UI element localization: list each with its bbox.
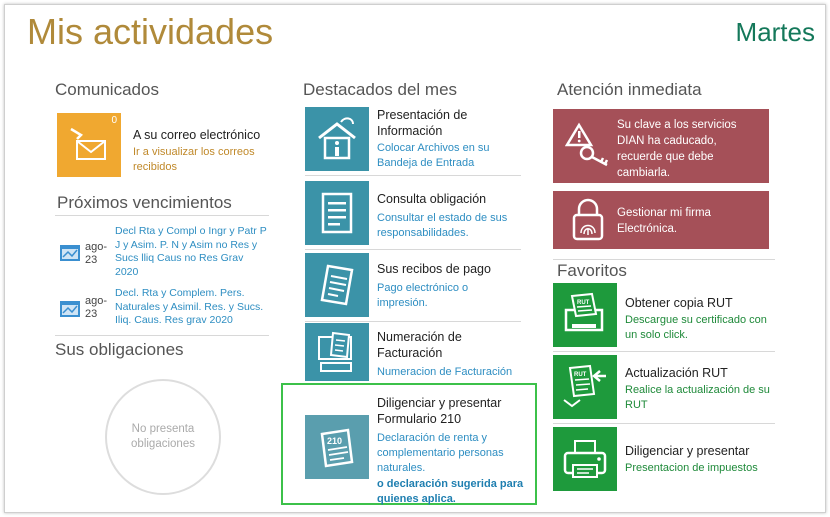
destacado-label: Sus recibos de pago	[377, 262, 491, 276]
envelope-icon	[67, 125, 111, 165]
divider	[55, 335, 269, 336]
divider	[553, 423, 775, 424]
divider	[305, 175, 521, 176]
alert-password-expired[interactable]	[553, 109, 769, 183]
tile-diligenciar[interactable]	[553, 427, 617, 491]
destacado-link[interactable]: Colocar Archivos en su Bandeja de Entrada	[377, 142, 490, 169]
empty-obligations-circle	[105, 379, 221, 495]
tile-consulta[interactable]	[305, 181, 369, 245]
favorito-link[interactable]: Descargue su certificado con un solo click.	[625, 314, 767, 341]
calendar-icon	[60, 301, 80, 317]
tile-actualizacion-rut[interactable]	[553, 355, 617, 419]
section-comunicados-title: Comunicados	[55, 80, 159, 99]
favorito-link[interactable]: Presentacion de impuestos	[625, 462, 758, 474]
form-210-icon	[314, 424, 360, 470]
page-title: Mis actividades	[27, 11, 274, 52]
favorito-label: Diligenciar y presentar	[625, 444, 750, 458]
svg-text:210: 210	[327, 436, 343, 446]
destacado-label: Numeración de Facturación	[377, 330, 462, 360]
destacado-label: Consulta obligación	[377, 192, 487, 206]
document-list-icon	[317, 190, 357, 236]
svg-text:RUT: RUT	[577, 300, 590, 306]
mail-count-badge: 0	[111, 115, 117, 126]
alert-text: Gestionar mi firma Electrónica.	[617, 207, 711, 235]
destacado-link[interactable]: Pago electrónico o impresión.	[377, 282, 469, 309]
destacado-label: Diligenciar y presentar Formulario 210	[377, 396, 502, 426]
mail-label: A su correo electrónico	[133, 128, 261, 142]
due-date-day: 23	[85, 308, 98, 320]
section-destacados-title: Destacados del mes	[303, 80, 458, 99]
due-date-day: 23	[85, 254, 98, 266]
section-atencion-title: Atención inmediata	[557, 80, 702, 99]
alert-text: Su clave a los servicios DIAN ha caducado, recuerde que debe cambiarla.	[617, 119, 737, 179]
printer-icon	[561, 437, 609, 481]
due-description[interactable]: Decl Rta y Compl o Ingr y Patr P J y Asim. P. N y Asim no Res y Sucs lliq Caus no Res Grav 2020	[115, 225, 267, 278]
house-info-icon	[313, 116, 361, 162]
destacado-label: Presentación de Información	[377, 108, 468, 138]
divider	[553, 259, 775, 260]
calendar-icon	[60, 245, 80, 261]
favorito-label: Actualización RUT	[625, 366, 728, 380]
divider	[55, 215, 269, 216]
svg-text:RUT: RUT	[574, 372, 587, 378]
divider	[305, 249, 521, 250]
favorito-link[interactable]: Realice la actualización de su RUT	[625, 384, 770, 411]
rut-update-icon	[560, 364, 610, 410]
destacado-link[interactable]: Declaración de renta y complementario personas naturales.	[377, 432, 504, 474]
due-date-month: ago-	[85, 241, 108, 253]
mail-tile[interactable]	[57, 113, 121, 177]
tile-presentacion[interactable]	[305, 107, 369, 171]
section-vencimientos-title: Próximos vencimientos	[57, 193, 232, 212]
divider	[553, 351, 775, 352]
activities-panel	[4, 4, 826, 513]
rut-printer-icon	[560, 292, 610, 338]
tile-obtener-rut[interactable]	[553, 283, 617, 347]
destacado-link[interactable]: Numeracion de Facturación	[377, 366, 513, 378]
invoice-computer-icon	[313, 329, 361, 375]
empty-obligations-text: No presenta obligaciones	[131, 423, 195, 450]
alert-electronic-signature[interactable]	[553, 191, 769, 249]
destacado-link[interactable]: Consultar el estado de sus responsabilidades.	[377, 212, 508, 239]
due-date-month: ago-	[85, 295, 108, 307]
tile-numeracion[interactable]	[305, 323, 369, 381]
suggested-declaration-link[interactable]: o declaración sugerida para quienes aplica.	[377, 478, 524, 505]
section-favoritos-title: Favoritos	[557, 261, 627, 280]
fingerprint-lock-icon	[569, 197, 607, 243]
favorito-label: Obtener copia RUT	[625, 296, 733, 310]
receipt-icon	[314, 262, 360, 308]
warning-key-icon	[565, 121, 611, 169]
section-obligaciones-title: Sus obligaciones	[55, 340, 184, 359]
divider	[305, 321, 521, 322]
due-description[interactable]: Decl. Rta y Complem. Pers. Naturales y Asimil. Res. y Sucs. Iliq. Caus. Res grav 2020	[115, 287, 264, 326]
day-label: Martes	[735, 17, 815, 47]
mail-link[interactable]: Ir a visualizar los correos recibidos	[133, 146, 255, 173]
tile-formulario-210[interactable]	[305, 415, 369, 479]
tile-recibos[interactable]	[305, 253, 369, 317]
